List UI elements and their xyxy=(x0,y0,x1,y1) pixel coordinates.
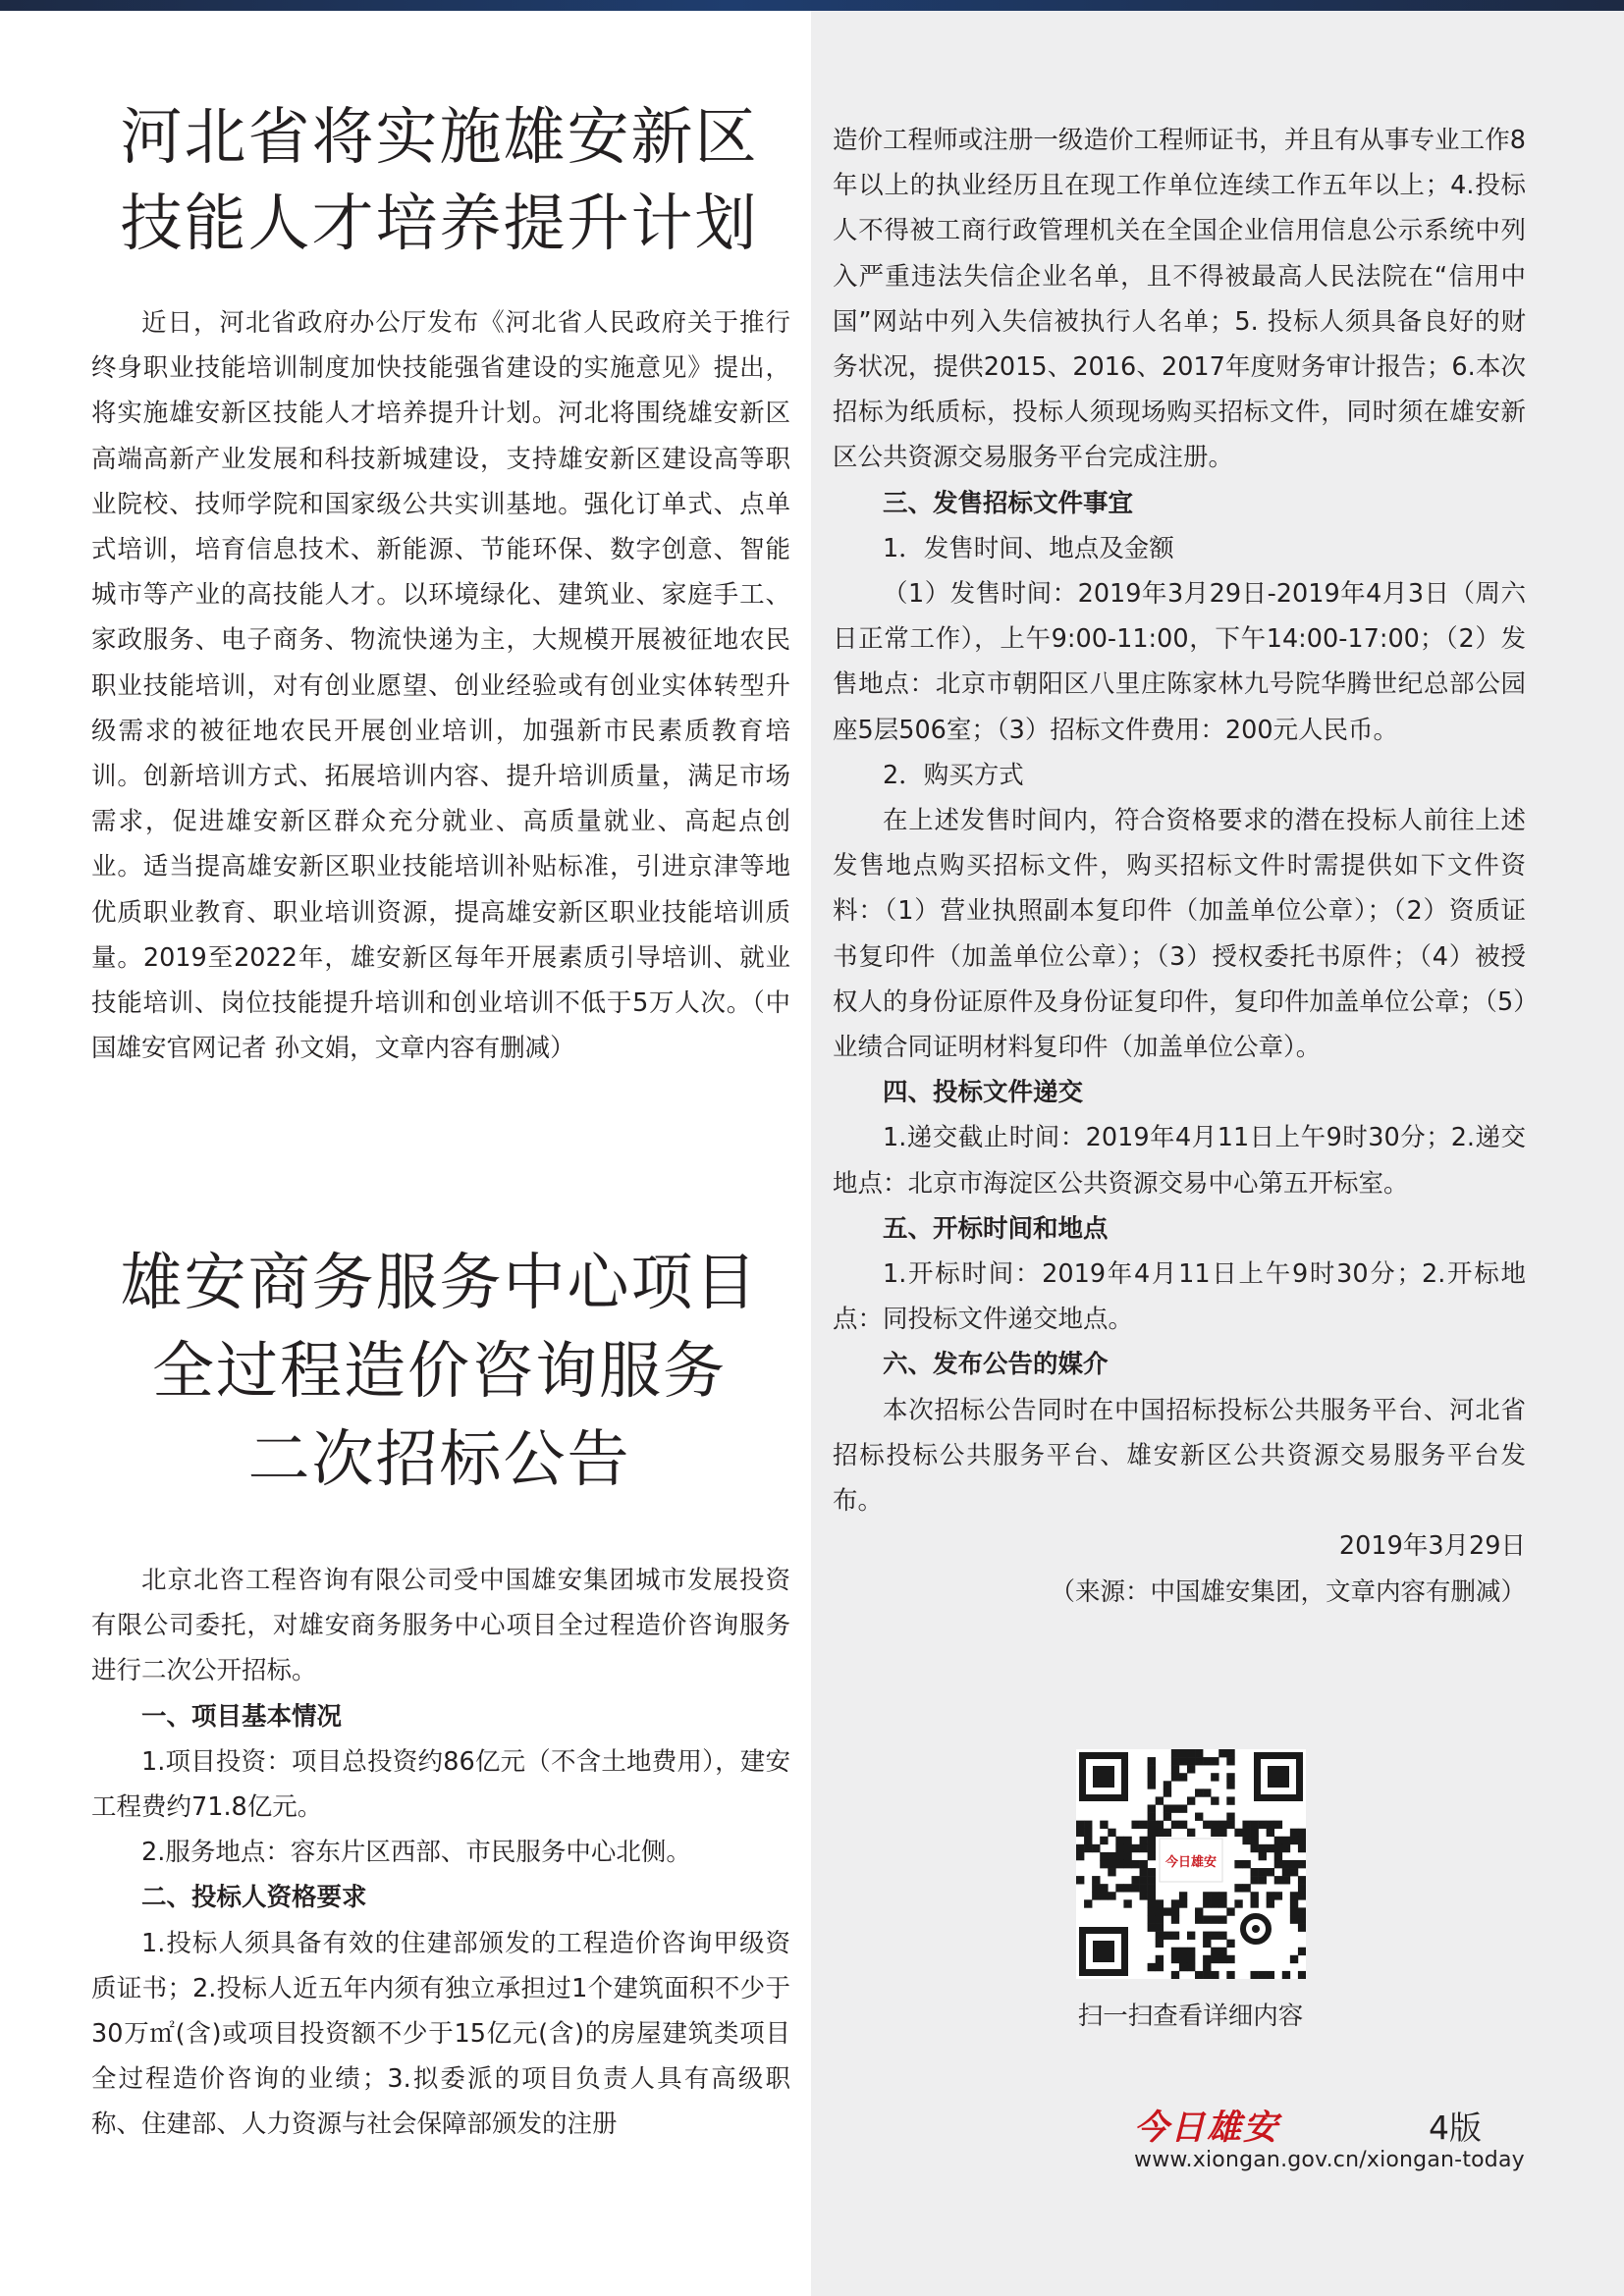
qr-module xyxy=(1211,1757,1218,1765)
qr-module xyxy=(1156,1932,1164,1940)
qr-module xyxy=(1251,1829,1259,1837)
qr-module xyxy=(1251,1971,1259,1979)
qr-module xyxy=(1108,1860,1115,1868)
qr-module xyxy=(1226,1955,1234,1963)
qr-module xyxy=(1234,1860,1242,1868)
qr-module xyxy=(1274,1844,1282,1852)
qr-module xyxy=(1251,1899,1259,1907)
qr-module xyxy=(1115,1852,1123,1860)
qr-module xyxy=(1187,1757,1195,1765)
qr-module xyxy=(1290,1837,1298,1844)
qr-module xyxy=(1226,1971,1234,1979)
website-link[interactable]: www.xiongan.gov.cn/xiongan-today xyxy=(1134,2148,1525,2172)
qr-module xyxy=(1171,1955,1179,1963)
qr-module xyxy=(1274,1892,1282,1899)
qr-module xyxy=(1251,1821,1259,1829)
qr-module xyxy=(1211,1971,1218,1979)
qr-module xyxy=(1242,1860,1250,1868)
qr-module xyxy=(1140,1860,1148,1868)
qr-module xyxy=(1211,1948,1218,1955)
qr-module xyxy=(1171,1773,1179,1781)
qr-module xyxy=(1298,1876,1306,1884)
qr-module xyxy=(1226,1781,1234,1789)
section-heading: 五、开标时间和地点 xyxy=(883,1213,1109,1244)
qr-module xyxy=(1298,1837,1306,1844)
edition-label: 4版 xyxy=(1429,2109,1482,2147)
qr-module xyxy=(1211,1829,1218,1837)
qr-module xyxy=(1226,1821,1234,1829)
qr-module xyxy=(1274,1821,1282,1829)
qr-module xyxy=(1203,1940,1211,1948)
qr-module xyxy=(1100,1892,1108,1899)
qr-module xyxy=(1203,1963,1211,1971)
article2-title-line: 二次招标公告 xyxy=(247,1423,631,1495)
qr-module xyxy=(1156,1924,1164,1932)
qr-module xyxy=(1179,1757,1187,1765)
qr-module xyxy=(1108,1852,1115,1860)
qr-module xyxy=(1226,1813,1234,1821)
qr-module xyxy=(1140,1892,1148,1899)
qr-module xyxy=(1108,1829,1115,1837)
article1-title-line: 河北省将实施雄安新区 xyxy=(120,101,759,173)
qr-module xyxy=(1218,1892,1226,1899)
qr-module xyxy=(1298,1915,1306,1923)
qr-module xyxy=(1115,1837,1123,1844)
article1-title xyxy=(79,94,800,267)
qr-module xyxy=(1148,1915,1156,1923)
qr-module xyxy=(1290,1907,1298,1915)
qr-module xyxy=(1195,1789,1203,1796)
paragraph: 本次招标公告同时在中国招标投标公共服务平台、河北省招标投标公共服务平台、雄安新区公共资源交易服务平台发布。 xyxy=(833,1395,1526,1517)
qr-module xyxy=(1290,1915,1298,1923)
qr-module xyxy=(1267,1892,1274,1899)
qr-module xyxy=(1282,1844,1290,1852)
qr-module xyxy=(1298,1971,1306,1979)
qr-module xyxy=(1259,1868,1267,1876)
qr-module xyxy=(1187,1955,1195,1963)
qr-module xyxy=(1195,1749,1203,1757)
qr-module xyxy=(1226,1940,1234,1948)
qr-caption: 扫一扫查看详细内容 xyxy=(1077,2002,1304,2031)
qr-module xyxy=(1084,1821,1092,1829)
paragraph: 1.开标时间：2019年4月11日上午9时30分；2.开标地点：同投标文件递交地点。 xyxy=(833,1259,1526,1335)
qr-module xyxy=(1195,1757,1203,1765)
section-heading: 一、项目基本情况 xyxy=(141,1701,343,1732)
qr-module xyxy=(1259,1852,1267,1860)
qr-module xyxy=(1203,1892,1211,1899)
qr-module xyxy=(1140,1821,1148,1829)
qr-module xyxy=(1203,1915,1211,1923)
article2-title xyxy=(79,1239,800,1504)
qr-module xyxy=(1234,1829,1242,1837)
qr-module xyxy=(1171,1821,1179,1829)
qr-module xyxy=(1148,1868,1156,1876)
qr-module xyxy=(1211,1892,1218,1899)
qr-module xyxy=(1226,1907,1234,1915)
qr-module xyxy=(1234,1899,1242,1907)
qr-module xyxy=(1203,1757,1211,1765)
qr-module xyxy=(1140,1876,1148,1884)
qr-module xyxy=(1164,1932,1171,1940)
qr-module xyxy=(1148,1963,1156,1971)
qr-module xyxy=(1148,1813,1156,1821)
qr-module xyxy=(1171,1899,1179,1907)
qr-module xyxy=(1156,1796,1164,1804)
qr-module xyxy=(1218,1749,1226,1757)
sub-heading: 1．发售时间、地点及金额 xyxy=(883,533,1174,563)
qr-module xyxy=(1187,1796,1195,1804)
qr-module xyxy=(1259,1821,1267,1829)
top-banner-bar xyxy=(0,0,1624,11)
qr-module xyxy=(1148,1907,1156,1915)
qr-module xyxy=(1108,1892,1115,1899)
qr-module xyxy=(1290,1899,1298,1907)
qr-module xyxy=(1195,1971,1203,1979)
qr-module xyxy=(1242,1884,1250,1892)
qr-module xyxy=(1218,1899,1226,1907)
qr-module xyxy=(1179,1955,1187,1963)
qr-module xyxy=(1298,1948,1306,1955)
qr-module xyxy=(1218,1932,1226,1940)
qr-module xyxy=(1226,1796,1234,1804)
qr-module xyxy=(1148,1765,1156,1773)
qr-module xyxy=(1242,1837,1250,1844)
section-heading: 四、投标文件递交 xyxy=(883,1078,1084,1108)
qr-module xyxy=(1251,1868,1259,1876)
qr-module xyxy=(1298,1924,1306,1932)
qr-module xyxy=(1084,1899,1092,1907)
qr-module xyxy=(1203,1971,1211,1979)
qr-module xyxy=(1211,1955,1218,1963)
qr-module xyxy=(1171,1757,1179,1765)
qr-module xyxy=(1108,1868,1115,1876)
qr-module xyxy=(1148,1884,1156,1892)
paragraph: 2.服务地点：容东片区西部、市民服务中心北侧。 xyxy=(141,1838,691,1868)
qr-module xyxy=(1123,1844,1131,1852)
qr-module xyxy=(1203,1899,1211,1907)
qr-module xyxy=(1140,1844,1148,1852)
qr-module xyxy=(1148,1821,1156,1829)
announcement-date: 2019年3月29日 xyxy=(1338,1531,1526,1562)
qr-module xyxy=(1179,1749,1187,1757)
qr-module xyxy=(1187,1829,1195,1837)
qr-module xyxy=(1274,1852,1282,1860)
qr-module xyxy=(1290,1860,1298,1868)
qr-module xyxy=(1218,1948,1226,1955)
qr-code-image xyxy=(1076,1749,1306,1979)
qr-module xyxy=(1203,1789,1211,1796)
qr-module xyxy=(1156,1915,1164,1923)
qr-module xyxy=(1226,1749,1234,1757)
paragraph-continued: 造价工程师或注册一级造价工程师证书，并且有从事专业工作8年以上的执业经历且在现工作单位连续工作五年以上；4.投标人不得被工商行政管理机关在全国企业信用信息公示系统中列入严重违法失信企业名单，且不得被最高人民法院在“信用中国”网站中列入失信被执行人名单；5. 投标人须具备良好的财务状况，提供2015、2016、2017年度财务审计报告；6.本次招标为纸质标，投标人须现场购买招标文件，同时须在雄安新区公共资源交易服务平台完成注册。 xyxy=(833,126,1526,473)
qr-module xyxy=(1131,1860,1139,1868)
qr-module xyxy=(1131,1884,1139,1892)
qr-module xyxy=(1259,1971,1267,1979)
qr-module xyxy=(1148,1837,1156,1844)
qr-module xyxy=(1259,1876,1267,1884)
qr-module xyxy=(1179,1899,1187,1907)
qr-module xyxy=(1203,1955,1211,1963)
qr-module xyxy=(1140,1868,1148,1876)
qr-module xyxy=(1218,1955,1226,1963)
qr-module xyxy=(1115,1884,1123,1892)
qr-module xyxy=(1100,1837,1108,1844)
qr-module xyxy=(1123,1884,1131,1892)
qr-module xyxy=(1171,1765,1179,1773)
article2-body-left xyxy=(91,1558,790,2148)
qr-module xyxy=(1100,1860,1108,1868)
qr-module xyxy=(1234,1884,1242,1892)
qr-module xyxy=(1211,1932,1218,1940)
article1-title-line: 技能人才培养提升计划 xyxy=(120,187,759,259)
qr-module xyxy=(1179,1892,1187,1899)
article2-title-line: 全过程造价咨询服务 xyxy=(152,1335,727,1407)
qr-module xyxy=(1298,1907,1306,1915)
article1-paragraph: 近日，河北省政府办公厅发布《河北省人民政府关于推行终身职业技能培训制度加快技能强省建设的实施意见》提出，将实施雄安新区技能人才培养提升计划。河北将围绕雄安新区高端高新产业发展和科技新城建设，支持雄安新区建设高等职业院校、技师学院和国家级公共实训基地。强化订单式、点单式培训，培育信息技术、新能源、节能环保、数字创意、智能城市等产业的高技能人才。以环境绿化、建筑业、家庭手工、家政服务、电子商务、物流快递为主，大规模开展被征地农民职业技能培训，对有创业愿望、创业经验或有创业实体转型升级需求的被征地农民开展创业培训，加强新市民素质教育培训。创新培训方式、拓展培训内容、提升培训质量，满足市场需求，促进雄安新区群众充分就业、高质量就业、高起点创业。适当提高雄安新区职业技能培训补贴标准，引进京津等地优质职业教育、职业培训资源，提高雄安新区职业技能培训质量。2019至2022年，雄安新区每年开展素质引导培训、就业技能培训、岗位技能提升培训和创业培训不低于5万人次。（中国雄安官网记者 孙文娟，文章内容有删减） xyxy=(91,308,790,1064)
qr-module xyxy=(1148,1876,1156,1884)
qr-module xyxy=(1298,1860,1306,1868)
qr-module xyxy=(1187,1963,1195,1971)
sub-heading: 2．购买方式 xyxy=(883,760,1024,790)
qr-module xyxy=(1156,1907,1164,1915)
qr-module xyxy=(1290,1955,1298,1963)
qr-module xyxy=(1179,1821,1187,1829)
qr-module xyxy=(1084,1837,1092,1844)
qr-module xyxy=(1195,1907,1203,1915)
qr-module xyxy=(1076,1852,1084,1860)
section-heading: 三、发售招标文件事宜 xyxy=(883,488,1134,518)
qr-module xyxy=(1211,1773,1218,1781)
qr-module xyxy=(1211,1796,1218,1804)
qr-module xyxy=(1140,1837,1148,1844)
qr-module xyxy=(1156,1829,1164,1837)
qr-module xyxy=(1274,1876,1282,1884)
qr-module xyxy=(1267,1821,1274,1829)
qr-module xyxy=(1131,1876,1139,1884)
qr-module xyxy=(1140,1884,1148,1892)
qr-module xyxy=(1131,1821,1139,1829)
qr-module xyxy=(1218,1821,1226,1829)
qr-module xyxy=(1267,1844,1274,1852)
qr-module xyxy=(1290,1829,1298,1837)
qr-module xyxy=(1179,1804,1187,1812)
article2-title-line: 雄安商务服务中心项目 xyxy=(120,1247,759,1318)
qr-module xyxy=(1092,1892,1100,1899)
qr-module xyxy=(1290,1868,1298,1876)
qr-module xyxy=(1076,1844,1084,1852)
qr-module xyxy=(1218,1915,1226,1923)
qr-module xyxy=(1242,1829,1250,1837)
qr-module xyxy=(1226,1757,1234,1765)
qr-module xyxy=(1179,1773,1187,1781)
qr-module xyxy=(1251,1837,1259,1844)
paragraph: （1）发售时间：2019年3月29日-2019年4月3日（周六日正常工作），上午9:00-11:00，下午14:00-17:00；（2）发售地点：北京市朝阳区八里庄陈家林九号院华腾世纪总部公园座5层506室；（3）招标文件费用：200元人民币。 xyxy=(833,579,1526,745)
qr-module xyxy=(1226,1773,1234,1781)
qr-module xyxy=(1148,1781,1156,1789)
qr-module xyxy=(1123,1852,1131,1860)
qr-module xyxy=(1211,1821,1218,1829)
qr-module xyxy=(1203,1821,1211,1829)
qr-module xyxy=(1242,1821,1250,1829)
qr-module xyxy=(1298,1892,1306,1899)
qr-module xyxy=(1282,1837,1290,1844)
article1-body xyxy=(91,300,790,1071)
brand-logo: 今日雄安 xyxy=(1134,2108,1280,2148)
qr-module xyxy=(1148,1924,1156,1932)
qr-center-logo: 今日雄安 xyxy=(1164,1855,1218,1870)
qr-module xyxy=(1131,1844,1139,1852)
qr-module xyxy=(1123,1860,1131,1868)
qr-module xyxy=(1164,1781,1171,1789)
qr-module xyxy=(1179,1948,1187,1955)
qr-module xyxy=(1195,1915,1203,1923)
qr-module xyxy=(1148,1773,1156,1781)
qr-module xyxy=(1076,1821,1084,1829)
paragraph: 1.投标人须具备有效的住建部颁发的工程造价咨询甲级资质证书；2.投标人近五年内须有独立承担过1个建筑面积不少于30万㎡(含)或项目投资额不少于15亿元(含)的房屋建筑类项目全过程造价咨询的业绩；3.拟委派的项目负责人具有高级职称、住建部、人力资源与社会保障部颁发的注册 xyxy=(91,1928,790,2140)
qr-module xyxy=(1203,1932,1211,1940)
qr-module xyxy=(1148,1844,1156,1852)
qr-module xyxy=(1092,1884,1100,1892)
qr-module xyxy=(1282,1876,1290,1884)
qr-module xyxy=(1251,1844,1259,1852)
qr-module xyxy=(1282,1860,1290,1868)
qr-module xyxy=(1187,1948,1195,1955)
qr-module xyxy=(1076,1829,1084,1837)
qr-module xyxy=(1076,1876,1084,1884)
paragraph: 在上述发售时间内，符合资格要求的潜在投标人前往上述发售地点购买招标文件，购买招标文件时需提供如下文件资料：（1）营业执照副本复印件（加盖单位公章）；（2）资质证书复印件（加盖单位公章）；（3）授权委托书原件；（4）被授权人的身份证原件及身份证复印件，复印件加盖单位公章；（5）业绩合同证明材料复印件（加盖单位公章）。 xyxy=(833,806,1526,1063)
qr-module xyxy=(1164,1907,1171,1915)
qr-module xyxy=(1164,1804,1171,1812)
qr-module xyxy=(1148,1757,1156,1765)
qr-module xyxy=(1187,1765,1195,1773)
qr-module xyxy=(1267,1829,1274,1837)
qr-module xyxy=(1148,1892,1156,1899)
qr-module xyxy=(1171,1971,1179,1979)
qr-module xyxy=(1298,1884,1306,1892)
qr-module xyxy=(1282,1971,1290,1979)
qr-module xyxy=(1267,1868,1274,1876)
qr-module xyxy=(1298,1844,1306,1852)
qr-module xyxy=(1084,1829,1092,1837)
qr-module xyxy=(1156,1955,1164,1963)
qr-module xyxy=(1156,1821,1164,1829)
section-heading: 二、投标人资格要求 xyxy=(141,1883,367,1913)
qr-module xyxy=(1251,1876,1259,1884)
qr-module xyxy=(1282,1868,1290,1876)
qr-module xyxy=(1115,1844,1123,1852)
qr-module xyxy=(1290,1892,1298,1899)
qr-module xyxy=(1148,1829,1156,1837)
section-heading: 六、发布公告的媒介 xyxy=(883,1350,1109,1380)
qr-module xyxy=(1274,1837,1282,1844)
source-note: （来源：中国雄安集团，文章内容有删减） xyxy=(1050,1576,1526,1607)
qr-module xyxy=(1211,1899,1218,1907)
qr-module xyxy=(1187,1749,1195,1757)
qr-module xyxy=(1187,1932,1195,1940)
qr-code[interactable] xyxy=(1076,1749,1306,1979)
qr-module xyxy=(1267,1971,1274,1979)
article2-body-right xyxy=(833,118,1526,1615)
qr-module xyxy=(1251,1892,1259,1899)
article2-intro: 北京北咨工程咨询有限公司受中国雄安集团城市发展投资有限公司委托，对雄安商务服务中心项目全过程造价咨询服务进行二次公开招标。 xyxy=(91,1566,790,1686)
qr-module xyxy=(1218,1829,1226,1837)
qr-module xyxy=(1195,1813,1203,1821)
qr-module xyxy=(1123,1837,1131,1844)
qr-module xyxy=(1100,1852,1108,1860)
qr-module xyxy=(1164,1813,1171,1821)
qr-module xyxy=(1211,1915,1218,1923)
qr-module xyxy=(1148,1852,1156,1860)
qr-module xyxy=(1164,1829,1171,1837)
qr-module xyxy=(1100,1884,1108,1892)
qr-module xyxy=(1148,1804,1156,1812)
qr-module xyxy=(1156,1940,1164,1948)
qr-module xyxy=(1179,1963,1187,1971)
qr-module xyxy=(1274,1860,1282,1868)
qr-module xyxy=(1171,1907,1179,1915)
paragraph: 1.项目投资：项目总投资约86亿元（不含土地费用），建安工程费约71.8亿元。 xyxy=(91,1746,790,1823)
qr-module xyxy=(1171,1804,1179,1812)
qr-module xyxy=(1171,1915,1179,1923)
qr-module xyxy=(1171,1932,1179,1940)
qr-module xyxy=(1123,1899,1131,1907)
qr-module xyxy=(1171,1948,1179,1955)
qr-module xyxy=(1092,1844,1100,1852)
qr-module xyxy=(1267,1899,1274,1907)
qr-module xyxy=(1092,1876,1100,1884)
qr-module xyxy=(1156,1899,1164,1907)
qr-module xyxy=(1084,1844,1092,1852)
qr-module xyxy=(1298,1829,1306,1837)
qr-module xyxy=(1156,1963,1164,1971)
qr-module xyxy=(1100,1821,1108,1829)
qr-module xyxy=(1171,1749,1179,1757)
qr-module xyxy=(1164,1789,1171,1796)
qr-module xyxy=(1148,1899,1156,1907)
qr-module xyxy=(1259,1844,1267,1852)
paragraph: 1.递交截止时间：2019年4月11日上午9时30分；2.递交地点：北京市海淀区公共资源交易中心第五开标室。 xyxy=(833,1123,1526,1199)
qr-module xyxy=(1115,1860,1123,1868)
